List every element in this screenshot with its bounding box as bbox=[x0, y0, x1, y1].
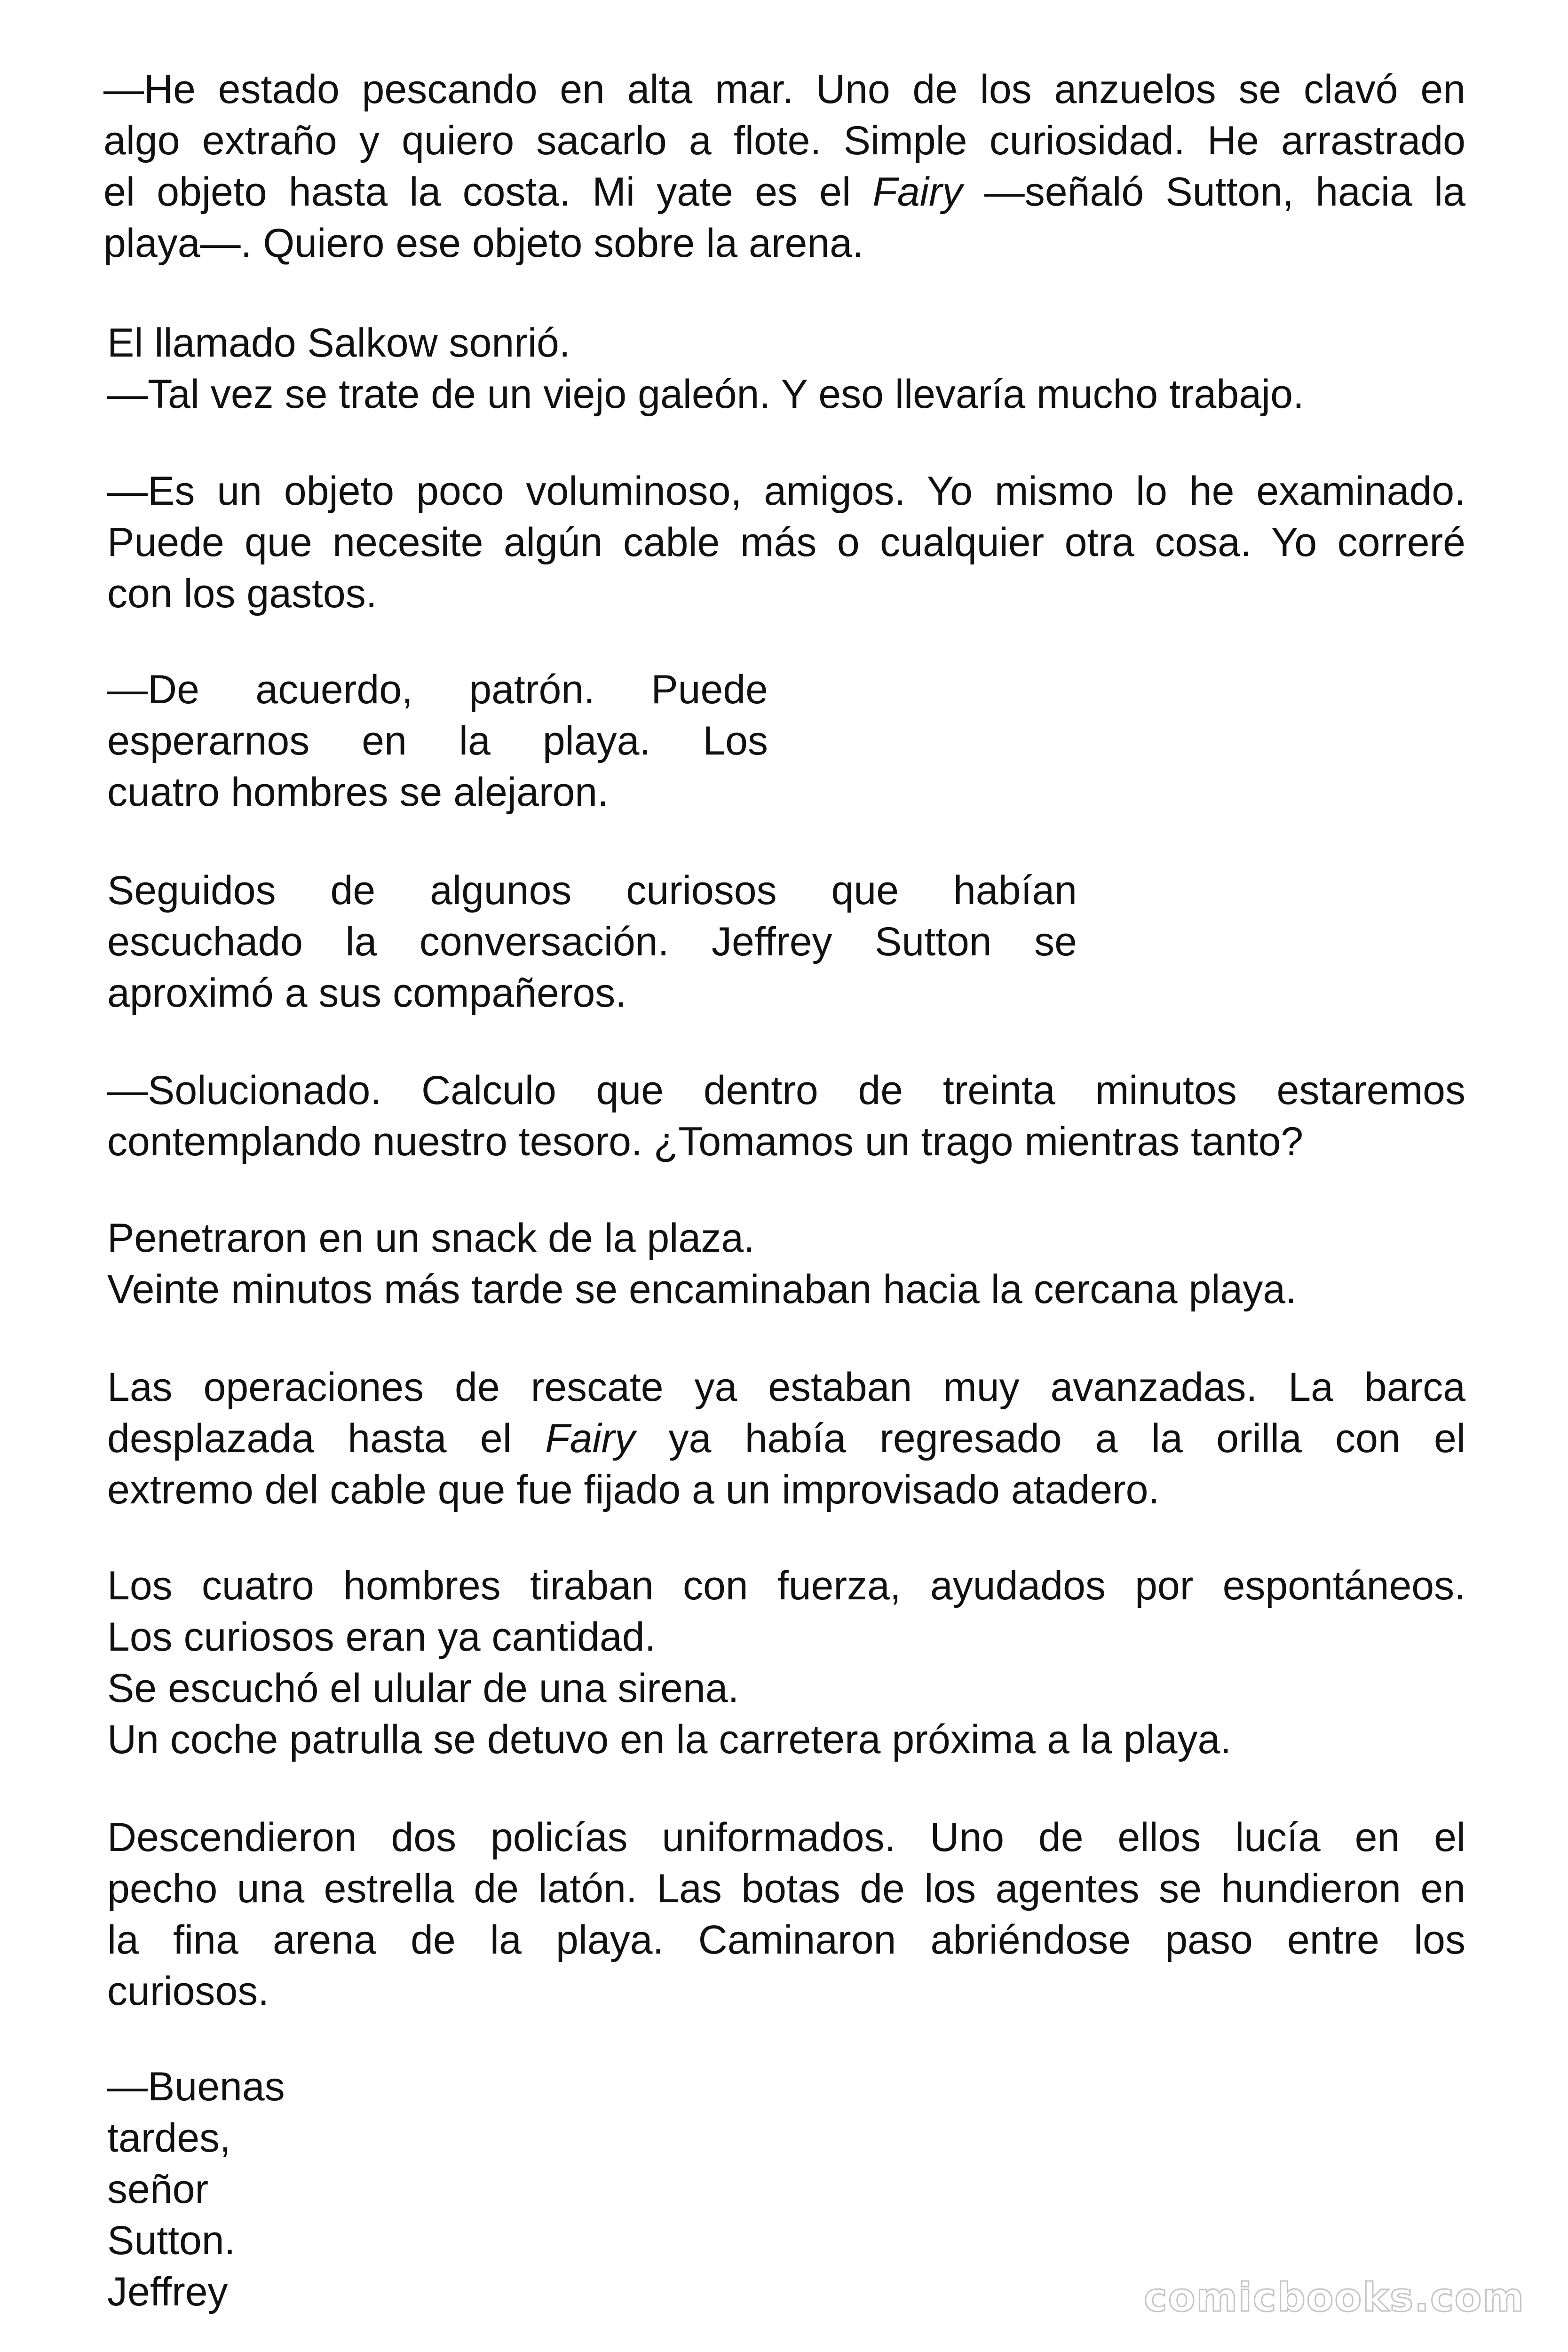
paragraph-11-line-4: Sutton. bbox=[107, 2218, 236, 2263]
yacht-name: Fairy bbox=[872, 169, 963, 215]
paragraph-2 bbox=[107, 318, 1465, 420]
paragraph-1-line-4: playa—. Quiero ese objeto sobre la arena. bbox=[103, 221, 863, 266]
paragraph-10 bbox=[107, 1812, 1465, 2017]
paragraph-5 bbox=[107, 865, 1077, 1019]
yacht-name: Fairy bbox=[545, 1416, 635, 1461]
paragraph-9-line-2: Los curiosos eran ya cantidad. bbox=[107, 1614, 656, 1660]
paragraph-8-line-2 bbox=[107, 1413, 1465, 1464]
paragraph-5-line-1: Seguidos de algunos curiosos que habían bbox=[107, 868, 1077, 913]
line-3-end: —señaló Sutton, hacia la bbox=[962, 169, 1465, 215]
paragraph-6-line-1: —Solucionado. Calculo que dentro de treinta minutos estaremos bbox=[107, 1068, 1465, 1113]
paragraph-9-line-3: Se escuchó el ulular de una sirena. bbox=[107, 1666, 739, 1711]
paragraph-8-line-3: extremo del cable que fue fijado a un improvisado atadero. bbox=[107, 1467, 1160, 1512]
paragraph-5-line-2: escuchado la conversación. Jeffrey Sutton se bbox=[107, 919, 1077, 964]
paragraph-11-line-5: Jeffrey bbox=[107, 2269, 228, 2314]
paragraph-1-line-2: algo extraño y quiero sacarlo a flote. Simple curiosidad. He arrastrado bbox=[103, 118, 1465, 163]
paragraph-3-line-3: con los gastos. bbox=[107, 571, 377, 616]
paragraph-8-line-1: Las operaciones de rescate ya estaban muy avanzadas. La barca bbox=[107, 1365, 1465, 1410]
paragraph-7 bbox=[107, 1213, 1465, 1315]
paragraph-3-line-1: —Es un objeto poco voluminoso, amigos. Yo mismo lo he examinado. bbox=[107, 469, 1465, 514]
paragraph-9-line-4: Un coche patrulla se detuvo en la carretera próxima a la playa. bbox=[107, 1717, 1232, 1762]
paragraph-10-line-3: la fina arena de la playa. Caminaron abriéndose paso entre los bbox=[107, 1917, 1465, 1963]
line-3-start: el objeto hasta la costa. Mi yate es el bbox=[103, 169, 873, 215]
paragraph-1 bbox=[103, 64, 1465, 269]
watermark: comicbooks.com bbox=[1144, 2274, 1525, 2320]
line-2-start: desplazada hasta el bbox=[107, 1416, 546, 1461]
paragraph-7-line-1: Penetraron en un snack de la plaza. bbox=[107, 1216, 755, 1261]
paragraph-11-line-3: señor bbox=[107, 2167, 209, 2212]
line-2-end: ya había regresado a la orilla con el bbox=[635, 1416, 1465, 1461]
paragraph-4-line-3: cuatro hombres se alejaron. bbox=[107, 770, 609, 815]
paragraph-6 bbox=[107, 1065, 1465, 1168]
paragraph-9-line-1: Los cuatro hombres tiraban con fuerza, ayudados por espontáneos. bbox=[107, 1563, 1465, 1608]
paragraph-4-line-2: esperarnos en la playa. Los bbox=[107, 718, 768, 763]
paragraph-1-line-3 bbox=[103, 167, 1465, 218]
paragraph-10-line-2: pecho una estrella de latón. Las botas de los agentes se hundieron en bbox=[107, 1866, 1465, 1911]
paragraph-3 bbox=[107, 466, 1465, 620]
paragraph-11-line-2: tardes, bbox=[107, 2115, 231, 2161]
paragraph-6-line-2: contemplando nuestro tesoro. ¿Tomamos un trago mientras tanto? bbox=[107, 1119, 1304, 1164]
paragraph-7-line-2: Veinte minutos más tarde se encaminaban hacia la cercana playa. bbox=[107, 1267, 1297, 1312]
paragraph-4-line-1: —De acuerdo, patrón. Puede bbox=[107, 667, 768, 712]
paragraph-5-line-3: aproximó a sus compañeros. bbox=[107, 970, 627, 1016]
paragraph-8 bbox=[107, 1362, 1465, 1516]
paragraph-1-line-1: —He estado pescando en alta mar. Uno de los anzuelos se clavó en bbox=[103, 67, 1465, 112]
paragraph-10-line-4: curiosos. bbox=[107, 1969, 269, 2014]
paragraph-2-line-1: El llamado Salkow sonrió. bbox=[107, 320, 570, 366]
paragraph-11 bbox=[107, 2061, 436, 2318]
paragraph-11-line-1: —Buenas bbox=[107, 2064, 285, 2109]
paragraph-10-line-1: Descendieron dos policías uniformados. Uno de ellos lucía en el bbox=[107, 1815, 1465, 1860]
paragraph-3-line-2: Puede que necesite algún cable más o cualquier otra cosa. Yo correré bbox=[107, 520, 1465, 565]
paragraph-9 bbox=[107, 1560, 1465, 1765]
paragraph-4 bbox=[107, 664, 768, 818]
paragraph-2-line-2: —Tal vez se trate de un viejo galeón. Y eso llevaría mucho trabajo. bbox=[107, 372, 1304, 417]
